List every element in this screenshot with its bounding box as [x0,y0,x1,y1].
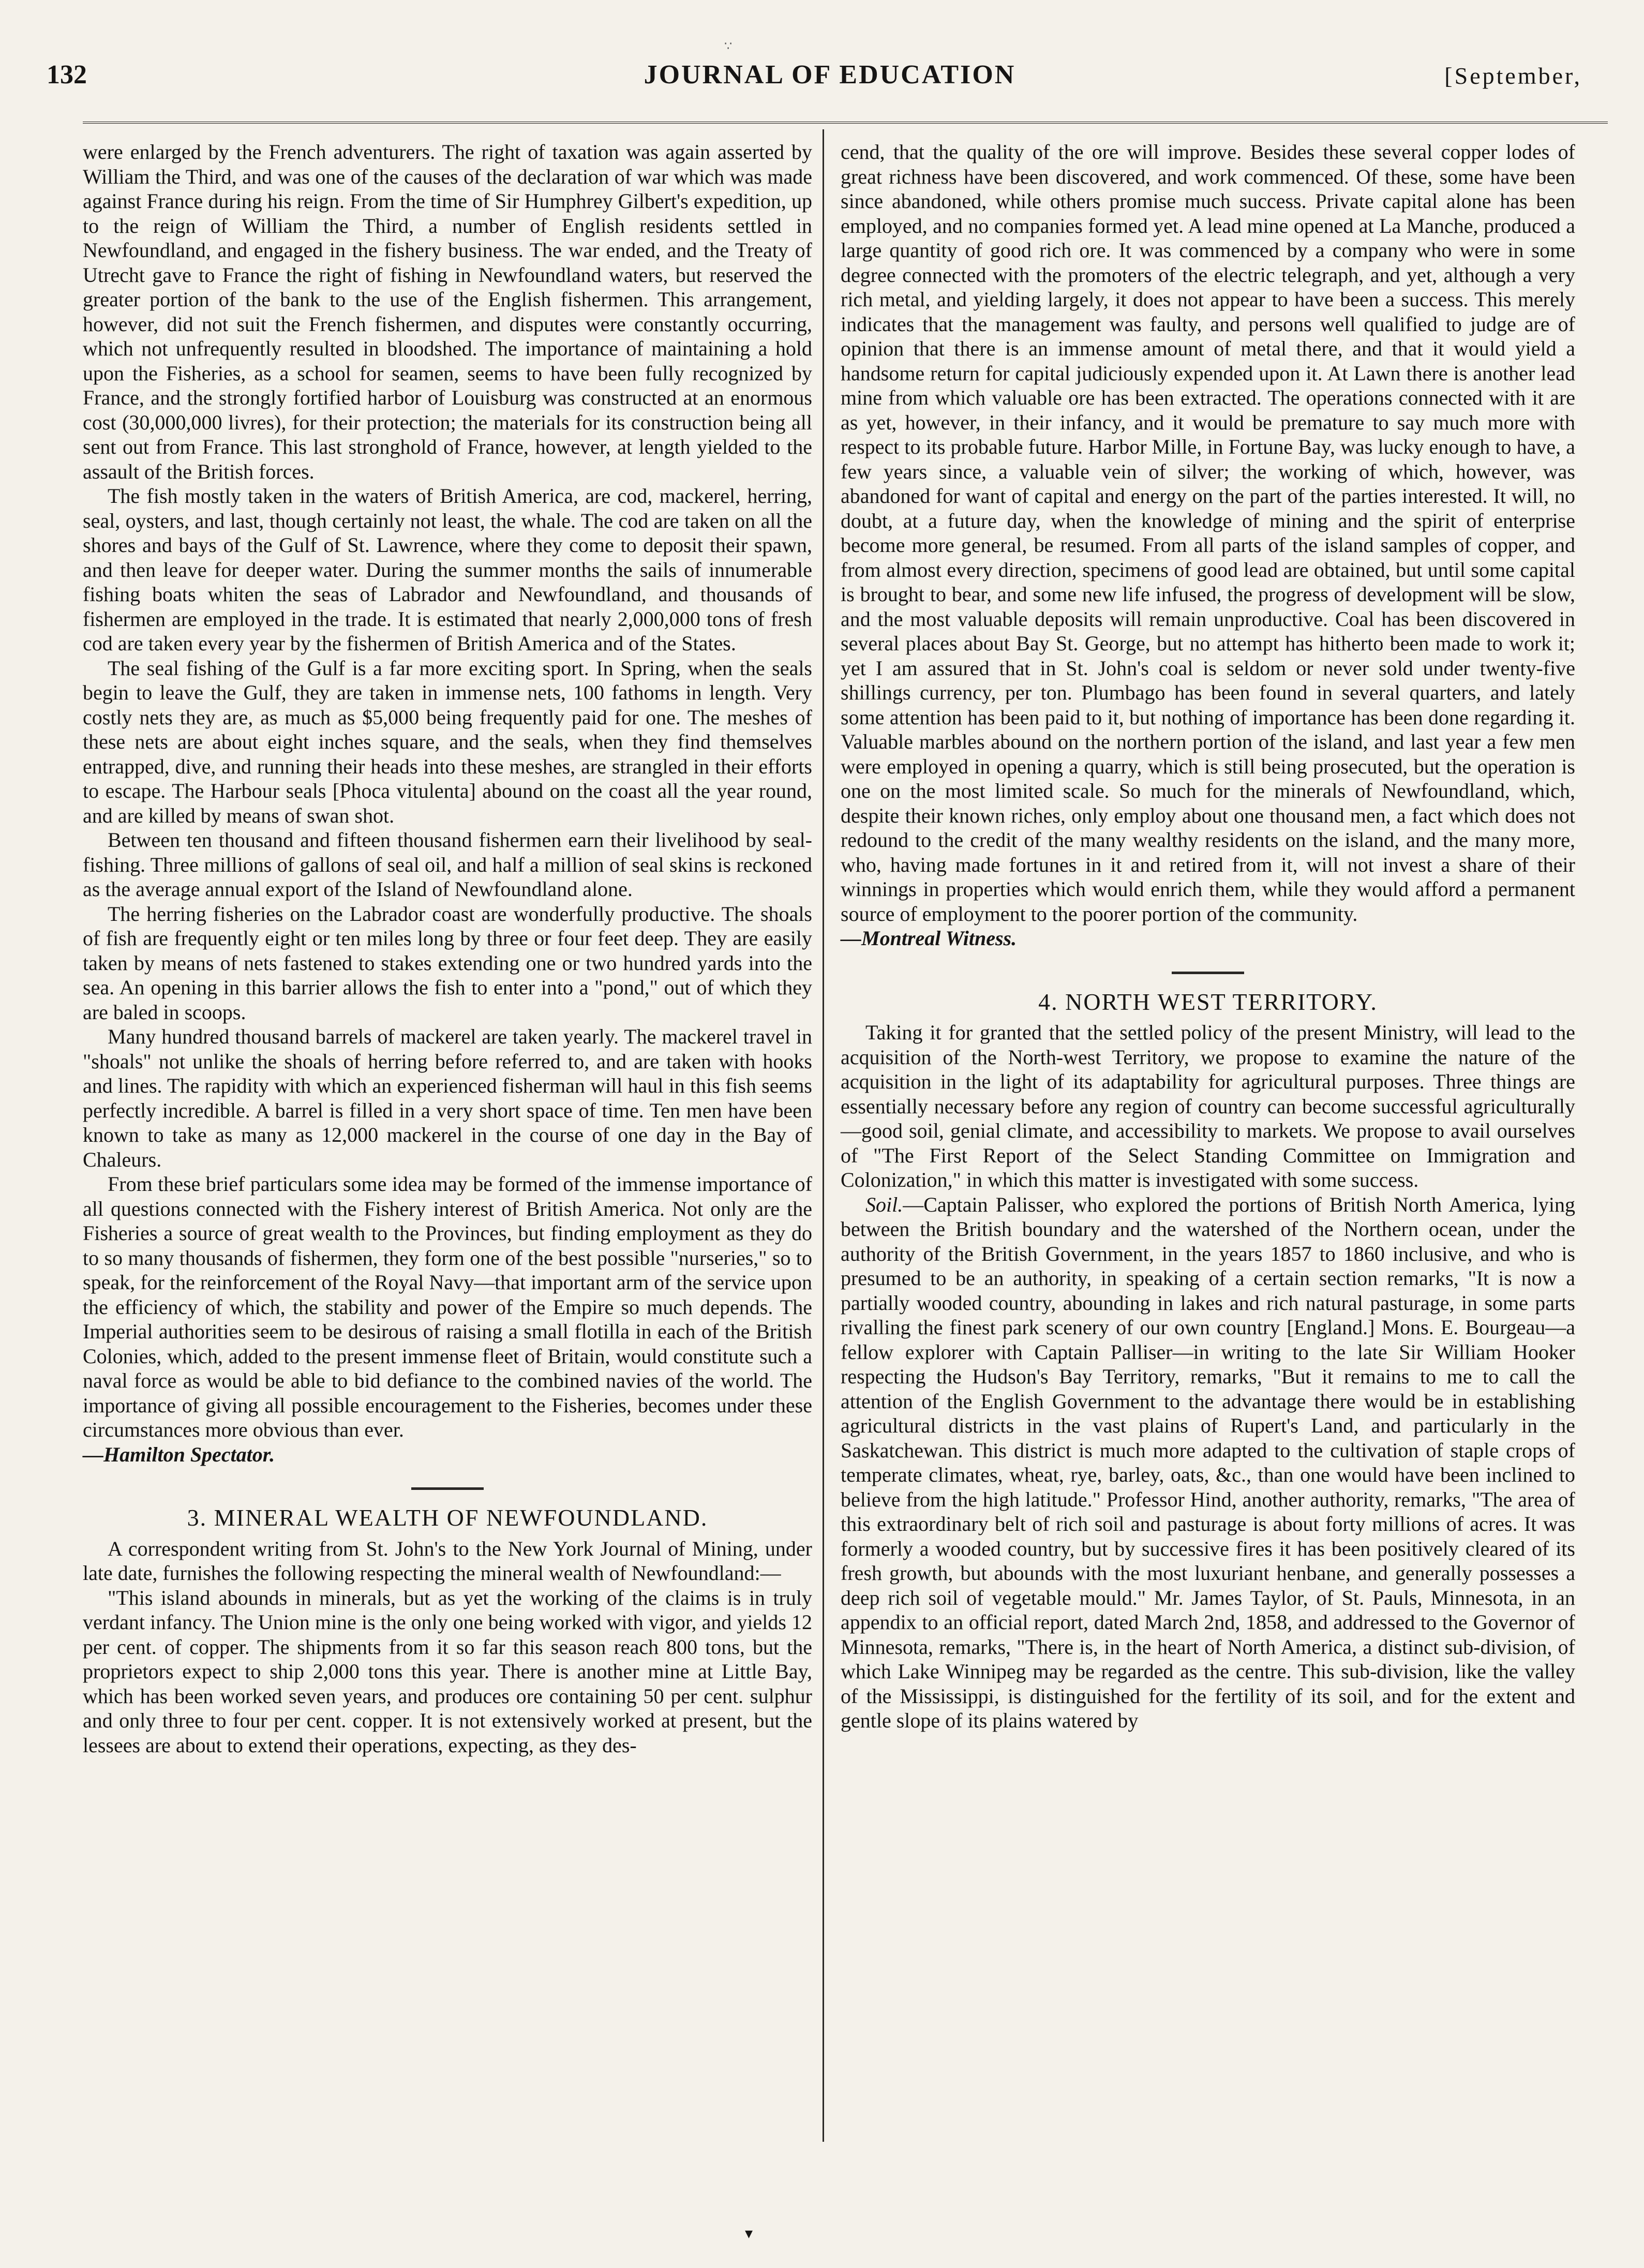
paragraph: cend, that the quality of the ore will improve. Besides these several copper lodes of great richness have been discovered, and work commenced. Of these, some have been since abandoned, while others promise much success. Private capital alone has been employed, and no companies formed yet. A lead mine opened at La Manche, produced a large quantity of good rich ore. It was commenced by a company who were in some degree connected with the promoters of the electric telegraph, and yet, although a very rich metal, and yielding largely, it does not appear to have been a success. This merely indicates that the management was faulty, and persons well qualified to judge are of opinion that there is an immense amount of metal there, and that it would yield a handsome return for capital judiciously expended upon it. At Lawn there is another lead mine from which valuable ore has been extracted. The operations connected with it are as yet, however, in their infancy, and it would be premature to say much more with respect to its probable future. Harbor Mille, in Fortune Bay, was lucky enough to have, a few years since, a valuable vein of silver; the working of which, however, was abandoned for want of capital and energy on the part of the parties interested. It will, no doubt, at a future day, when the knowledge of mining and the spirit of enterprise become more general, be resumed. From all parts of the island samples of copper, and from almost every direction, specimens of good lead are obtained, but until some capital is brought to bear, and some new life infused, the progress of development will be slow, and the most valuable deposits will remain unproductive. Coal has been discovered in several places about Bay St. George, but no attempt has hitherto been made to work it; yet I am assured that in St. John's coal is seldom or never sold under twenty-five shillings currency, per ton. Plumbago has been found in several quarters, and lately some attention has been paid to it, but nothing of importance has been done regarding it. Valuable marbles abound on the northern portion of the island, and last year a few men were employed in opening a quarry, which is still being prosecuted, but the operation is one on the most limited scale. So much for the minerals of Newfoundland, which, despite their known riches, only employ about one thousand men, a fact which does not redound to the credit of the many wealthy residents on the island, and the many more, who, having made fortunes in it and retired from it, will not invest a share of their winnings in properties which would enrich them, while they would afford a permanent source of employment to the poorer portion of the community. [841,140,1575,926]
source-credit [83,1442,812,1467]
section-heading: 4. NORTH WEST TERRITORY. [1038,988,1378,1015]
paragraph: Taking it for granted that the settled policy of the present Ministry, will lead to the acquisition of the North-west Territory, we propose to examine the nature of the acquisition in the light of its adaptability for agricultural purposes. Three things are essentially necessary before any region of country can become successful agriculturally—good soil, genial climate, and accessibility to markets. We propose to avail ourselves of "The First Report of the Select Standing Committee on Immigration and Colonization," in which this matter is investigated with some success. [841,1021,1575,1191]
right-column [841,140,1575,1733]
paragraph: The herring fisheries on the Labrador coast are wonderfully productive. The shoals of fish are frequently eight or ten miles long by three or four feet deep. They are easily taken by means of nets fastened to stakes extending one or two hundred yards into the sea. An opening in this barrier allows the fish to enter into a "pond," out of which they are baled in scoops. [83,902,812,1024]
source-name: —Montreal Witness. [841,927,1017,950]
issue-month: [September, [1444,63,1582,89]
soil-label: Soil. [865,1192,903,1216]
paragraph: were enlarged by the French adventurers. The right of taxation was again asserted by William the Third, and was one of the causes of the declaration of war which was made against France during his reign. From the time of Sir Humphrey Gilbert's expedition, up to the reign of William the Third, a number of English residents settled in Newfoundland, and engaged in the fishery business. The war ended, and the Treaty of Utrecht gave to France the right of fishing in Newfoundland waters, but reserved the greater portion of the bank to the use of the English fishermen. This arrangement, however, did not suit the French fishermen, and disputes were constantly occurring, which not unfrequently resulted in bloodshed. The importance of maintaining a hold upon the Fisheries, as a school for seamen, seems to have been fully recognized by France, and the strongly fortified harbor of Louisburg was constructed at an enormous cost (30,000,000 livres), for their protection; the materials for its construction being all sent out from France. This last stronghold of France, however, at length yielded to the assault of the British forces. [83,140,812,483]
page-number: 132 [47,60,87,89]
left-column [83,140,812,1757]
paragraph: "This island abounds in minerals, but as yet the working of the claims is in truly verdant infancy. The Union mine is the only one being worked with vigor, and yields 12 per cent. of copper. The shipments from it so far this season reach 800 tons, but the proprietors expect to ship 2,000 tons this year. There is another mine at Little Bay, which has been worked seven years, and produces ore containing 50 per cent. sulphur and only three to four per cent. copper. It is not extensively worked at present, but the lessees are about to extend their operations, expecting, as they des- [83,1586,812,1757]
column-divider [823,129,824,2142]
section-rule [1172,972,1244,974]
journal-title: JOURNAL OF EDUCATION [644,60,1016,89]
section-heading: 3. MINERAL WEALTH OF NEWFOUNDLAND. [187,1504,708,1531]
footer-mark: ▾ [745,2225,753,2242]
paragraph: From these brief particulars some idea may be formed of the immense importance of all questions connected with the Fishery interest of British America. Not only are the Fisheries a source of great wealth to the Provinces, but finding employment as they do to so many thousands of fishermen, they form one of the best possible "nurseries," so to speak, for the reinforcement of the Royal Navy—that important arm of the service upon the efficiency of which, the stability and power of the Empire so much depends. The Imperial authorities seem to be desirous of raising a small flotilla in each of the British Colonies, which, added to the present immense fleet of Britain, would constitute such a naval force as would be able to bid defiance to the combined navies of the world. The importance of giving all possible encouragement to the Fisheries, becomes under these circumstances more obvious than ever. [83,1172,812,1441]
paragraph: Between ten thousand and fifteen thousand fishermen earn their livelihood by seal-fishing. Three millions of gallons of seal oil, and half a million of seal skins is reckoned as the average annual export of the Island of Newfoundland alone. [83,828,812,901]
source-credit [841,926,1575,951]
paragraph: A correspondent writing from St. John's to the New York Journal of Mining, under late date, furnishes the following respecting the mineral wealth of Newfoundland:— [83,1536,812,1585]
source-name: —Hamilton Spectator. [83,1442,275,1466]
section-rule [411,1487,484,1490]
soil-text: —Captain Palisser, who explored the portions of British North America, lying between the British boundary and the watershed of the Northern ocean, under the authority of the British Government, in the years 1857 to 1860 inclusive, and who is presumed to be an authority, in speaking of a certain section remarks, "It is now a partially wooded country, abounding in lakes and rich natural pasturage, in some parts rivalling the finest park scenery of our own country [England.] Mons. E. Bourgeau—a fellow explorer with Captain Palliser—in writing to the late Sir William Hooker respecting the Hudson's Bay Territory, remarks, "But it remains to me to call the attention of the English Government to the advantage there would be in establishing agricultural districts in the vast plains of Rupert's Land, and particularly in the Saskatchewan. This district is much more adapted to the cultivation of staple crops of temperate climates, wheat, rye, barley, oats, &c., than one would have been inclined to believe from the high latitude." Professor Hind, another authority, remarks, "The area of this extraordinary belt of rich soil and pasturage is about forty millions of acres. It was formerly a wooded country, but by successive fires it has been positively cleared of its fresh growth, but abounds with the most luxuriant henbane, and generally possesses a deep rich soil of vegetable mould." Mr. James Taylor, of St. Pauls, Minnesota, in an appendix to an official report, dated March 2nd, 1858, and addressed to the Governor of Minnesota, remarks, "There is, in the heart of North America, a distinct sub-division, of which Lake Winnipeg may be regarded as the centre. This sub-division, like the valley of the Mississippi, is distinguished for the fertility of its soil, and for the extent and gentle slope of its plains watered by [841,1192,1575,1732]
paragraph [841,1192,1575,1733]
page-header [47,59,1613,109]
header-rule [83,122,1608,124]
printer-mark: ∵ [724,40,733,53]
paragraph: The seal fishing of the Gulf is a far more exciting sport. In Spring, when the seals begin to leave the Gulf, they are taken in immense nets, 100 fathoms in length. Very costly nets they are, as much as $5,000 being frequently paid for one. The meshes of these nets are about eight inches square, and the seals, when they find themselves entrapped, dive, and running their heads into these meshes, are strangled in their efforts to escape. The Harbour seals [Phoca vitulenta] abound on the coast all the year round, and are killed by means of swan shot. [83,656,812,827]
paragraph: The fish mostly taken in the waters of British America, are cod, mackerel, herring, seal, oysters, and last, though certainly not least, the whale. The cod are taken on all the shores and bays of the Gulf of St. Lawrence, where they come to deposit their spawn, and then leave for deeper water. During the summer months the sails of innumerable fishing boats whiten the seas of Labrador and Newfoundland, and thousands of fishermen are employed in the trade. It is estimated that nearly 2,000,000 tons of fresh cod are taken every year by the fishermen of British America and of the States. [83,484,812,655]
paragraph: Many hundred thousand barrels of mackerel are taken yearly. The mackerel travel in "shoals" not unlike the shoals of herring before referred to, and are taken with hooks and lines. The rapidity with which an experienced fisherman will haul in this fish seems perfectly incredible. A barrel is filled in a very short space of time. Ten men have been known to take as many as 12,000 mackerel in the course of one day in the Bay of Chaleurs. [83,1025,812,1171]
